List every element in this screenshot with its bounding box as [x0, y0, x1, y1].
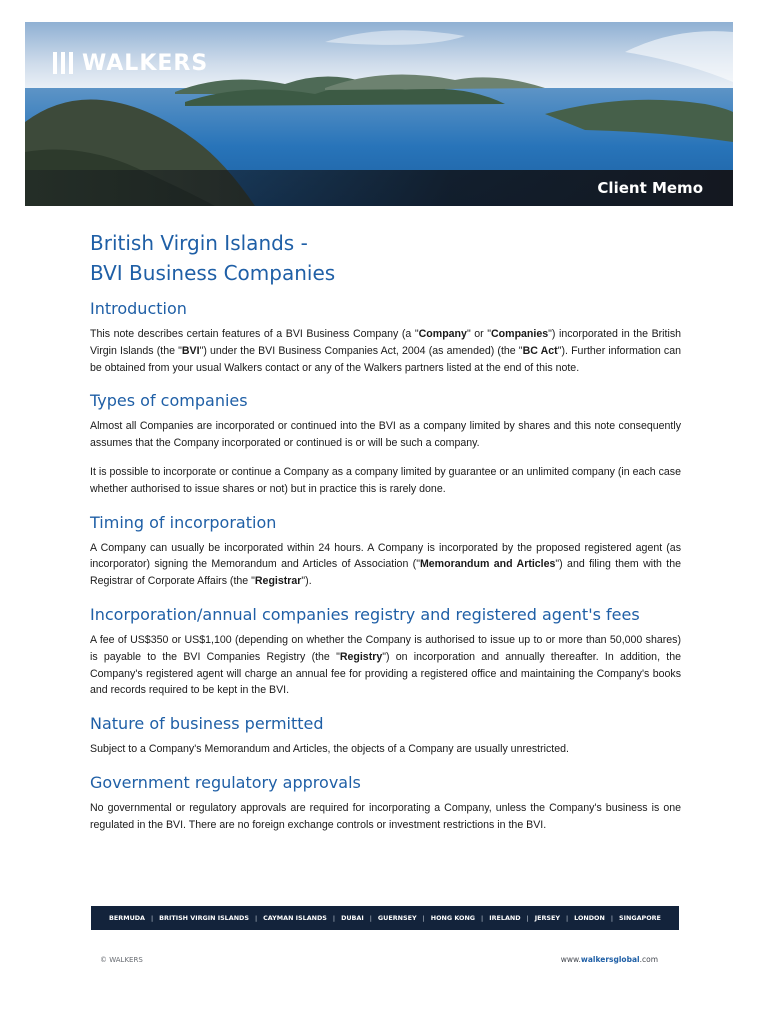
defined-term: Memorandum and Articles [419, 558, 556, 571]
office-location: HONG KONG [430, 914, 476, 922]
copyright-notice: © WALKERS [100, 956, 143, 964]
location-separator: | [526, 914, 529, 922]
section-paragraph [90, 540, 681, 590]
section-paragraph [90, 800, 681, 834]
location-separator: | [565, 914, 569, 922]
defined-term: Companies [491, 328, 549, 340]
website-suffix: .com [639, 955, 658, 964]
memo-body [90, 228, 681, 834]
section-heading: Introduction [90, 299, 187, 318]
paragraph-text: This note describes certain features of a BVI Business Company (a " [90, 328, 419, 340]
office-location: GUERNSEY [377, 914, 417, 922]
section-paragraph [90, 326, 681, 376]
sections-container [90, 298, 681, 834]
paragraph-text: ") incorporated in the British Virgin Islands (the " [90, 328, 682, 357]
website-brand: walkersglobal [580, 955, 640, 964]
location-separator: | [481, 914, 484, 922]
location-separator: | [610, 914, 613, 922]
defined-term: BVI [181, 344, 200, 357]
section-paragraph [90, 741, 681, 758]
location-separator: | [254, 914, 258, 922]
defined-term: Registry [339, 650, 383, 663]
section-heading: Nature of business permitted [90, 714, 324, 734]
paragraph-text: No governmental or regulatory approvals are required for incorporating a Company, unless the Company's business is one regulated in the BVI. There are no foreign exchange controls or investment restrictions in the BVI. [90, 801, 681, 831]
title-line-1: British Virgin Islands - [90, 231, 308, 255]
office-location: IRELAND [489, 914, 521, 922]
defined-term: Company [418, 328, 467, 340]
title-line-2: BVI Business Companies [90, 261, 336, 285]
paragraph-text: It is possible to incorporate or continue a Company as a company limited by guarantee or an unlimited company (in each case whether authorised to issue shares or not) but in practice this is rarely done. [90, 465, 681, 495]
section-paragraph [90, 464, 681, 498]
section-paragraph [90, 632, 681, 699]
website-link[interactable] [561, 955, 658, 964]
office-location: BRITISH VIRGIN ISLANDS [159, 914, 249, 922]
section-heading: Government regulatory approvals [90, 772, 361, 792]
paragraph-text: "). Further information can be obtained from your usual Walkers contact or any of the Walkers partners listed at the end of this note. [90, 344, 681, 374]
section-heading: Incorporation/annual companies registry and registered agent's fees [90, 604, 640, 624]
paragraph-text: ") on incorporation and annually thereafter. In addition, the Company's registered agent will charge an annual fee for providing a registered office and maintaining the Company's books and records required to be kept in the BVI. [90, 650, 681, 697]
document-title [90, 228, 681, 288]
office-location: JERSEY [534, 914, 560, 922]
header-banner [25, 22, 733, 206]
logo-text: WALKERS [82, 50, 209, 76]
office-location: LONDON [574, 914, 605, 922]
paragraph-text: Subject to a Company's Memorandum and Articles, the objects of a Company are usually unrestricted. [90, 743, 569, 756]
website-prefix: www. [560, 955, 581, 964]
location-separator: | [369, 914, 372, 922]
location-separator: | [422, 914, 425, 922]
location-separator: | [151, 914, 154, 922]
office-location: BERMUDA [109, 914, 146, 922]
paragraph-text: A fee of US$350 or US$1,100 (depending on whether the Company is authorised to issue up to or more than 50,000 shares) is payable to the BVI Companies Registry (the " [90, 633, 681, 663]
paragraph-text: Almost all Companies are incorporated or continued into the BVI as a company limited by shares and this note consequently assumes that the Company incorporated or continued is or will be such a company. [90, 420, 681, 450]
paragraph-text: "). [301, 575, 312, 588]
logo-bars-icon [53, 52, 73, 74]
office-locations-bar [91, 906, 679, 930]
paragraph-text: ") under the BVI Business Companies Act, 2004 (as amended) (the " [199, 344, 523, 357]
office-location: CAYMAN ISLANDS [263, 914, 327, 922]
paragraph-text: ") and filing them with the Registrar of Corporate Affairs (the " [90, 558, 681, 588]
defined-term: Registrar [254, 575, 302, 588]
section-heading: Types of companies [90, 391, 248, 411]
walkers-logo [53, 50, 208, 76]
paragraph-text: " or " [466, 328, 492, 340]
section-heading: Timing of incorporation [90, 512, 277, 532]
section-paragraph [90, 418, 681, 452]
paragraph-text: A Company can usually be incorporated within 24 hours. A Company is incorporated by the proposed registered agent (as incorporator) signing the Memorandum and Articles of Association (" [90, 541, 681, 571]
location-separator: | [332, 914, 336, 922]
office-location: DUBAI [341, 914, 364, 922]
office-location: SINGAPORE [619, 914, 661, 922]
defined-term: BC Act [522, 344, 558, 357]
memo-strip [25, 170, 733, 206]
client-memo-label: Client Memo [597, 179, 703, 197]
